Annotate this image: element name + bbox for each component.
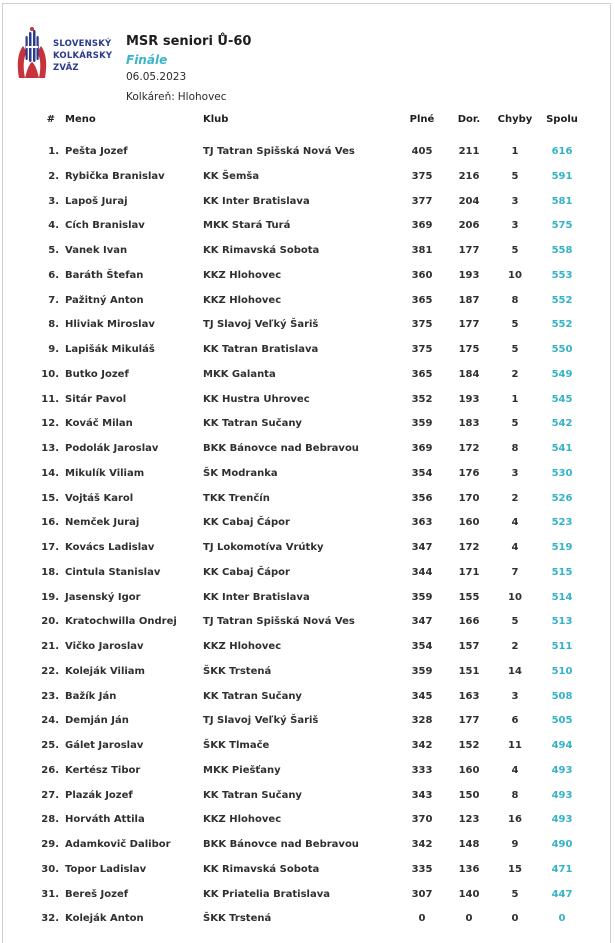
name-cell: Topor Ladislav — [65, 863, 147, 875]
club-cell: BKK Bánovce nad Bebravou — [203, 443, 359, 454]
chyby-cell: 5 — [511, 170, 519, 182]
chyby-cell: 3 — [511, 220, 519, 232]
rank-cell: 18. — [41, 566, 59, 578]
plne-cell: 328 — [411, 715, 433, 727]
table-row — [0, 146, 615, 166]
chyby-cell: 5 — [511, 344, 519, 355]
club-cell: KKZ Hlohovec — [203, 294, 282, 306]
table-row — [0, 889, 615, 909]
plne-cell: 370 — [411, 814, 433, 826]
spolu-cell: 519 — [551, 542, 573, 553]
name-cell: Kertész Tibor — [65, 764, 141, 776]
club-cell: MKK Piešťany — [203, 764, 281, 776]
club-cell: TJ Slavoj Veľký Šariš — [203, 319, 319, 331]
chyby-cell: 9 — [511, 839, 519, 850]
col-spolu-header: Spolu — [546, 114, 578, 125]
club-cell: ŠKK Trstená — [203, 913, 272, 925]
spolu-cell: 545 — [551, 393, 573, 405]
name-cell: Pešta Jozef — [65, 146, 128, 157]
club-cell: KK Hustra Uhrovec — [203, 393, 310, 405]
rank-cell: 7. — [48, 294, 59, 306]
rank-cell: 25. — [41, 740, 59, 751]
name-cell: Mikulík Viliam — [65, 467, 145, 479]
club-cell: KK Tatran Sučany — [203, 418, 302, 430]
club-cell: KKZ Hlohovec — [203, 269, 282, 281]
dor-cell: 171 — [458, 566, 480, 578]
org-line: SLOVENSKÝ — [53, 39, 112, 49]
plne-cell: 359 — [411, 591, 433, 603]
club-cell: KK Tatran Bratislava — [203, 344, 319, 355]
plne-cell: 354 — [411, 641, 433, 652]
chyby-cell: 10 — [508, 269, 522, 281]
name-cell: Rybička Branislav — [65, 170, 165, 182]
club-cell: KK Cabaj Čápor — [203, 566, 290, 578]
rank-cell: 28. — [41, 814, 59, 826]
club-cell: KK Tatran Sučany — [203, 690, 302, 702]
rank-cell: 23. — [41, 690, 59, 702]
rank-cell: 19. — [41, 591, 59, 603]
table-row — [0, 220, 615, 240]
name-cell: Baráth Štefan — [65, 269, 144, 281]
table-row — [0, 740, 615, 760]
dor-cell: 140 — [458, 888, 480, 900]
club-cell: TJ Lokomotíva Vrútky — [203, 542, 324, 553]
plne-cell: 356 — [411, 492, 433, 504]
spolu-cell: 616 — [551, 146, 573, 157]
dor-cell: 148 — [458, 839, 480, 850]
chyby-cell: 8 — [511, 294, 519, 306]
dor-cell: 216 — [458, 170, 480, 182]
org-line: ZVÄZ — [53, 63, 79, 73]
table-row — [0, 394, 615, 414]
table-row — [0, 443, 615, 463]
name-cell: Pažitný Anton — [65, 294, 144, 306]
rank-cell: 2. — [48, 170, 59, 182]
dor-cell: 206 — [458, 220, 480, 232]
rank-cell: 29. — [41, 839, 59, 850]
rank-cell: 6. — [48, 269, 59, 281]
plne-cell: 405 — [411, 146, 433, 157]
club-cell: KK Priatelia Bratislava — [203, 888, 330, 900]
club-cell: KKZ Hlohovec — [203, 641, 282, 652]
club-cell: ŠKK Tlmače — [203, 740, 270, 751]
plne-cell: 369 — [411, 443, 433, 454]
name-cell: Adamkovič Dalibor — [65, 839, 171, 850]
chyby-cell: 6 — [511, 715, 519, 727]
club-cell: KK Inter Bratislava — [203, 195, 310, 207]
table-row — [0, 592, 615, 612]
rank-cell: 16. — [41, 517, 59, 529]
chyby-cell: 4 — [511, 764, 519, 776]
plne-cell: 347 — [411, 616, 433, 628]
table-row — [0, 319, 615, 339]
col-dor-header: Dor. — [457, 114, 481, 125]
club-cell: TJ Tatran Spišská Nová Ves — [203, 616, 355, 628]
dor-cell: 175 — [458, 344, 480, 355]
rank-cell: 26. — [41, 764, 59, 776]
spolu-cell: 494 — [551, 740, 573, 751]
table-row — [0, 517, 615, 537]
table-header — [0, 114, 615, 134]
spolu-cell: 508 — [551, 690, 573, 702]
rank-cell: 15. — [41, 492, 59, 504]
dor-cell: 170 — [458, 492, 480, 504]
spolu-cell: 526 — [551, 492, 573, 504]
club-cell: ŠKK Trstená — [203, 665, 272, 677]
name-cell: Lapišák Mikuláš — [65, 344, 155, 355]
rank-cell: 11. — [41, 393, 59, 405]
table-row — [0, 839, 615, 859]
table-row — [0, 344, 615, 364]
dor-cell: 172 — [458, 542, 480, 553]
dor-cell: 177 — [458, 245, 480, 256]
name-cell: Koleják Anton — [65, 913, 144, 925]
dor-cell: 152 — [458, 740, 480, 751]
chyby-cell: 16 — [508, 814, 522, 826]
dor-cell: 193 — [458, 269, 480, 281]
dor-cell: 177 — [458, 715, 480, 727]
club-cell: KK Inter Bratislava — [203, 591, 310, 603]
chyby-cell: 1 — [511, 393, 519, 405]
rank-cell: 20. — [41, 616, 59, 628]
chyby-cell: 5 — [511, 319, 519, 331]
name-cell: Cích Branislav — [65, 220, 145, 232]
table-row — [0, 468, 615, 488]
name-cell: Vojtáš Karol — [65, 492, 134, 504]
chyby-cell: 0 — [511, 913, 519, 925]
spolu-cell: 530 — [551, 467, 573, 479]
table-row — [0, 641, 615, 661]
dor-cell: 155 — [458, 591, 480, 603]
club-cell: ŠK Modranka — [203, 467, 278, 479]
plne-cell: 359 — [411, 665, 433, 677]
plne-cell: 375 — [411, 319, 433, 331]
dor-cell: 172 — [458, 443, 480, 454]
table-row — [0, 814, 615, 834]
table-row — [0, 295, 615, 315]
dor-cell: 204 — [458, 195, 480, 207]
chyby-cell: 5 — [511, 888, 519, 900]
spolu-cell: 581 — [551, 195, 573, 207]
spolu-cell: 542 — [551, 418, 573, 430]
dor-cell: 183 — [458, 418, 480, 430]
club-cell: KKZ Hlohovec — [203, 814, 282, 826]
dor-cell: 211 — [458, 146, 480, 157]
name-cell: Koleják Viliam — [65, 665, 145, 677]
spolu-cell: 513 — [551, 616, 573, 628]
table-row — [0, 171, 615, 191]
dor-cell: 0 — [465, 913, 473, 925]
name-cell: Lapoš Juraj — [65, 195, 128, 207]
spolu-cell: 493 — [551, 764, 573, 776]
table-row — [0, 864, 615, 884]
plne-cell: 307 — [411, 888, 433, 900]
chyby-cell: 4 — [511, 517, 519, 529]
plne-cell: 335 — [411, 863, 433, 875]
club-cell: TJ Slavoj Veľký Šariš — [203, 715, 319, 727]
spolu-cell: 558 — [551, 245, 573, 256]
name-cell: Demján Ján — [65, 715, 129, 727]
plne-cell: 347 — [411, 542, 433, 553]
rank-cell: 12. — [41, 418, 59, 430]
chyby-cell: 7 — [511, 566, 519, 578]
rank-cell: 17. — [41, 542, 59, 553]
chyby-cell: 15 — [508, 863, 522, 875]
col-chyby-header: Chyby — [497, 114, 533, 125]
dor-cell: 160 — [458, 517, 480, 529]
dor-cell: 187 — [458, 294, 480, 306]
chyby-cell: 3 — [511, 195, 519, 207]
plne-cell: 342 — [411, 839, 433, 850]
rank-cell: 30. — [41, 863, 59, 875]
table-row — [0, 567, 615, 587]
plne-cell: 375 — [411, 344, 433, 355]
dor-cell: 193 — [458, 393, 480, 405]
org-line: KOLKÁRSKY — [53, 51, 113, 61]
chyby-cell: 1 — [511, 146, 519, 157]
plne-cell: 381 — [411, 245, 433, 256]
plne-cell: 342 — [411, 740, 433, 751]
spolu-cell: 0 — [558, 913, 566, 925]
dor-cell: 166 — [458, 616, 480, 628]
spolu-cell: 510 — [551, 665, 573, 677]
table-row — [0, 270, 615, 290]
rank-cell: 13. — [41, 443, 59, 454]
chyby-cell: 8 — [511, 443, 519, 454]
rank-cell: 21. — [41, 641, 59, 652]
plne-cell: 344 — [411, 566, 433, 578]
rank-cell: 4. — [48, 220, 59, 232]
dor-cell: 157 — [458, 641, 480, 652]
spolu-cell: 541 — [551, 443, 573, 454]
name-cell: Bažík Ján — [65, 690, 117, 702]
plne-cell: 352 — [411, 393, 433, 405]
dor-cell: 150 — [458, 789, 480, 801]
chyby-cell: 11 — [508, 740, 522, 751]
club-cell: TKK Trenčín — [203, 492, 270, 504]
col-plne-header: Plné — [409, 114, 435, 125]
club-cell: BKK Bánovce nad Bebravou — [203, 839, 359, 850]
name-cell: Butko Jozef — [65, 368, 129, 380]
chyby-cell: 3 — [511, 690, 519, 702]
club-cell: KK Rimavská Sobota — [203, 863, 320, 875]
dor-cell: 177 — [458, 319, 480, 331]
spolu-cell: 550 — [551, 344, 573, 355]
dor-cell: 163 — [458, 690, 480, 702]
table-row — [0, 691, 615, 711]
dor-cell: 151 — [458, 665, 480, 677]
plne-cell: 375 — [411, 170, 433, 182]
dor-cell: 184 — [458, 368, 480, 380]
rank-cell: 24. — [41, 715, 59, 727]
spolu-cell: 515 — [551, 566, 573, 578]
club-cell: KK Rimavská Sobota — [203, 245, 320, 256]
spolu-cell: 505 — [551, 715, 573, 727]
spolu-cell: 523 — [551, 517, 573, 529]
plne-cell: 360 — [411, 269, 433, 281]
plne-cell: 333 — [411, 764, 433, 776]
col-club-header: Klub — [203, 114, 229, 125]
spolu-cell: 514 — [551, 591, 573, 603]
table-row — [0, 542, 615, 562]
spolu-cell: 493 — [551, 789, 573, 801]
round-subtitle: Finále — [126, 53, 168, 67]
plne-cell: 0 — [418, 913, 426, 925]
plne-cell: 363 — [411, 517, 433, 529]
col-name-header: Meno — [65, 114, 96, 125]
club-cell: KK Cabaj Čápor — [203, 517, 290, 529]
name-cell: Vanek Ivan — [65, 245, 128, 256]
venue-label: Kolkáreň: — [126, 91, 175, 103]
name-cell: Cintula Stanislav — [65, 566, 161, 578]
name-cell: Kováč Milan — [65, 418, 133, 430]
club-cell: MKK Galanta — [203, 368, 276, 380]
club-cell: KK Šemša — [203, 170, 260, 182]
spolu-cell: 549 — [551, 368, 573, 380]
event-date: 06.05.2023 — [126, 71, 187, 83]
spolu-cell: 552 — [551, 294, 573, 306]
venue-line — [126, 91, 227, 103]
plne-cell: 377 — [411, 195, 433, 207]
spolu-cell: 490 — [551, 839, 573, 850]
spolu-cell: 552 — [551, 319, 573, 331]
chyby-cell: 2 — [511, 492, 519, 504]
rank-cell: 31. — [41, 888, 59, 900]
table-row — [0, 418, 615, 438]
rank-cell: 3. — [48, 195, 59, 207]
plne-cell: 365 — [411, 294, 433, 306]
table-row — [0, 616, 615, 636]
table-row — [0, 369, 615, 389]
chyby-cell: 14 — [508, 665, 522, 677]
table-row — [0, 913, 615, 933]
rank-cell: 27. — [41, 789, 59, 801]
table-row — [0, 790, 615, 810]
plne-cell: 354 — [411, 467, 433, 479]
name-cell: Vičko Jaroslav — [65, 641, 144, 652]
name-cell: Kovács Ladislav — [65, 542, 155, 553]
spolu-cell: 575 — [551, 220, 573, 232]
plne-cell: 359 — [411, 418, 433, 430]
rank-cell: 5. — [48, 245, 59, 256]
table-row — [0, 715, 615, 735]
rank-cell: 8. — [48, 319, 59, 331]
name-cell: Kratochwilla Ondrej — [65, 616, 177, 628]
dor-cell: 136 — [458, 863, 480, 875]
skittles-logo-icon — [15, 26, 49, 80]
plne-cell: 343 — [411, 789, 433, 801]
competition-title: MSR seniori Ů-60 — [126, 34, 252, 49]
plne-cell: 369 — [411, 220, 433, 232]
club-cell: TJ Tatran Spišská Nová Ves — [203, 146, 355, 157]
chyby-cell: 5 — [511, 418, 519, 430]
table-row — [0, 666, 615, 686]
name-cell: Sitár Pavol — [65, 393, 127, 405]
dor-cell: 123 — [458, 814, 480, 826]
spolu-cell: 447 — [551, 888, 573, 900]
club-cell: KK Tatran Sučany — [203, 789, 302, 801]
rank-cell: 10. — [41, 368, 59, 380]
chyby-cell: 2 — [511, 641, 519, 652]
chyby-cell: 5 — [511, 245, 519, 256]
chyby-cell: 4 — [511, 542, 519, 553]
plne-cell: 365 — [411, 368, 433, 380]
plne-cell: 345 — [411, 690, 433, 702]
name-cell: Gálet Jaroslav — [65, 740, 144, 751]
organization-name — [53, 38, 112, 74]
name-cell: Jasenský Igor — [65, 591, 141, 603]
chyby-cell: 5 — [511, 616, 519, 628]
spolu-cell: 511 — [551, 641, 573, 652]
rank-cell: 22. — [41, 665, 59, 677]
chyby-cell: 2 — [511, 368, 519, 380]
spolu-cell: 591 — [551, 170, 573, 182]
chyby-cell: 3 — [511, 467, 519, 479]
dor-cell: 176 — [458, 467, 480, 479]
venue-name: Hlohovec — [177, 91, 227, 103]
name-cell: Bereš Jozef — [65, 888, 129, 900]
dor-cell: 160 — [458, 764, 480, 776]
name-cell: Horváth Attila — [65, 814, 145, 826]
club-cell: MKK Stará Turá — [203, 220, 291, 232]
table-row — [0, 493, 615, 513]
name-cell: Hliviak Miroslav — [65, 319, 155, 331]
name-cell: Podolák Jaroslav — [65, 443, 159, 454]
spolu-cell: 493 — [551, 814, 573, 826]
rank-cell: 1. — [48, 146, 59, 157]
rank-cell: 14. — [41, 467, 59, 479]
name-cell: Nemček Juraj — [65, 517, 140, 529]
rank-cell: 9. — [48, 344, 59, 355]
table-row — [0, 765, 615, 785]
spolu-cell: 553 — [551, 269, 573, 281]
table-row — [0, 196, 615, 216]
rank-cell: 32. — [41, 913, 59, 925]
table-row — [0, 245, 615, 265]
spolu-cell: 471 — [551, 863, 573, 875]
name-cell: Plazák Jozef — [65, 789, 133, 801]
chyby-cell: 8 — [511, 789, 519, 801]
chyby-cell: 10 — [508, 591, 522, 603]
col-rank-header: # — [46, 114, 55, 125]
